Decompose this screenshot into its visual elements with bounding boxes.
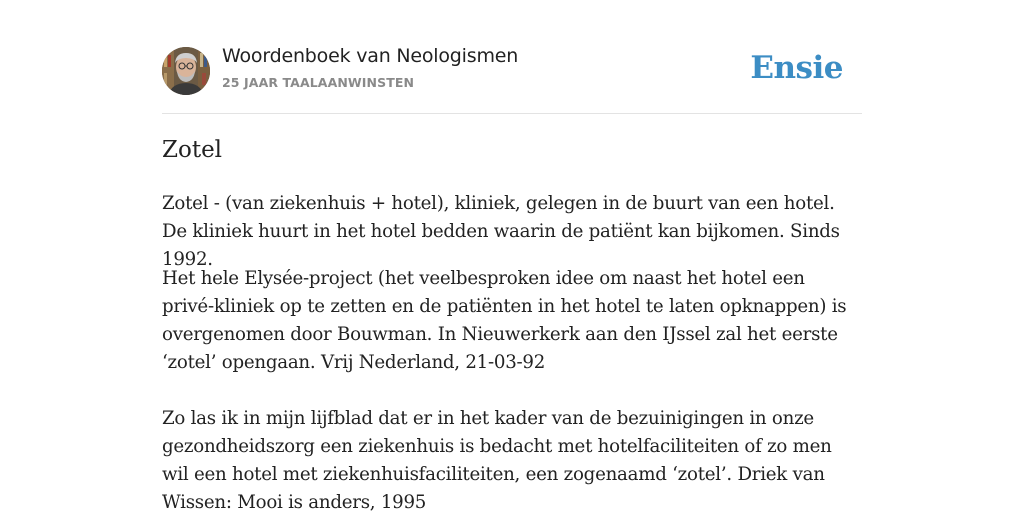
quote-paragraph: Het hele Elysée-project (het veelbesproken idee om naast het hotel een privé-kliniek op te zetten en de patiënten in het hotel te laten opknappen) is overgenomen door Bouwman. In Nieuwerkerk aan den IJssel zal het eerste ‘zotel’ opengaan. Vrij Nederland, 21-03-92 bbox=[162, 268, 847, 373]
avatar[interactable] bbox=[162, 47, 210, 95]
quote-paragraph: Zo las ik in mijn lijfblad dat er in het kader van de bezuinigingen in onze gezondheidszorg een ziekenhuis is bedacht met hotelfaciliteiten of zo men wil een hotel met ziekenhuisfaciliteiten, een zogenaamd ‘zotel’. Driek van Wissen: Mooi is anders, 1995 bbox=[162, 408, 832, 513]
dictionary-title[interactable]: Woordenboek van Neologismen bbox=[222, 45, 519, 67]
ensie-logo-link[interactable]: Ensie bbox=[750, 50, 843, 86]
portrait-avatar-icon bbox=[162, 47, 210, 95]
dictionary-subtitle: 25 JAAR TAALAANWINSTEN bbox=[222, 75, 415, 90]
header bbox=[162, 0, 862, 114]
entry-title: Zotel bbox=[162, 137, 223, 163]
page-container bbox=[162, 0, 862, 513]
definition-paragraph: Zotel - (van ziekenhuis + hotel), kliniek, gelegen in de buurt van een hotel. De kliniek huurt in het hotel bedden waarin de patiënt kan bijkomen. Sinds 1992. bbox=[162, 193, 840, 270]
